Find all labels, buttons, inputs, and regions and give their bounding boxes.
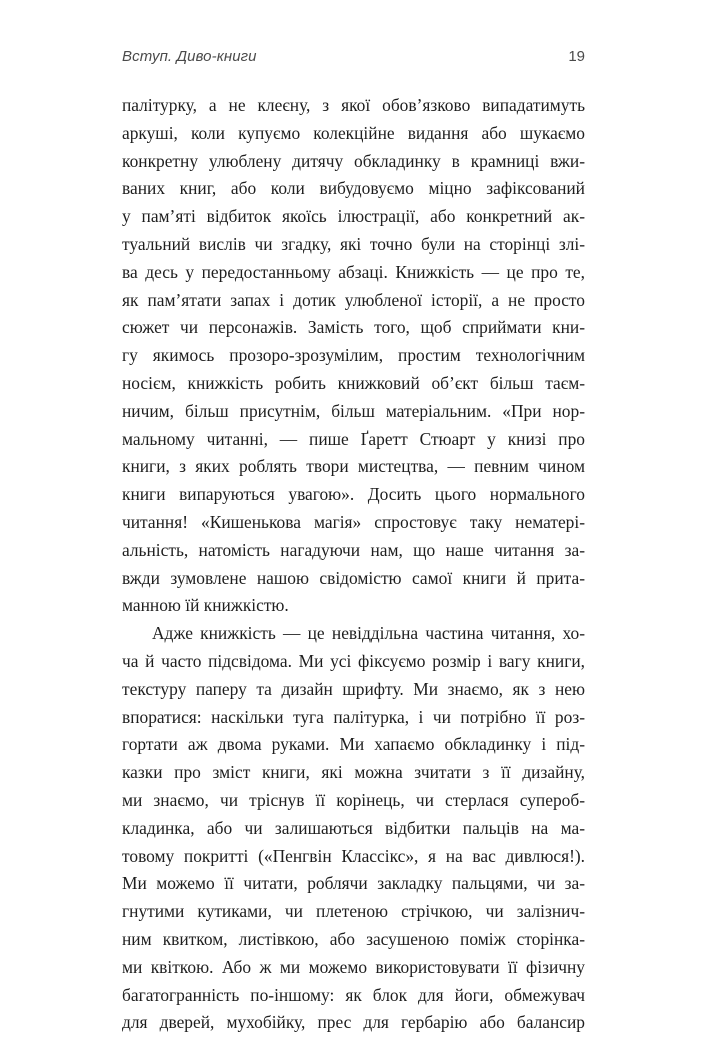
text-line: багатогранність по-іншому: як блок для йоги, обмежувач — [122, 984, 585, 1005]
text-line: книги випаруються увагою». Досить цього нормального — [122, 484, 585, 505]
text-line: гу якимось прозоро-зрозумілим, простим технологічним — [122, 345, 585, 366]
text-line: гнутими кутиками, чи плетеною стрічкою, чи залізнич- — [122, 901, 585, 922]
text-line: ми квіткою. Або ж ми можемо використовувати її фізичну — [122, 956, 585, 977]
text-line: мальному читанні, — пише Ґаретт Стюарт у книзі про — [122, 428, 585, 449]
text-line: впоратися: наскільки туга палітурка, і чи потрібно її роз- — [122, 706, 585, 727]
text-line: текстуру паперу та дизайн шрифту. Ми знаємо, як з нею — [122, 678, 585, 699]
page-number: 19 — [568, 48, 585, 65]
text-line: носієм, книжкість робить книжковий об’єкт більш таєм- — [122, 372, 585, 393]
text-line: ваних книг, або коли вибудовуємо міцно зафіксований — [122, 178, 585, 199]
text-line: товому покритті («Пенгвін Классікс», я на вас дивлюся!). — [122, 845, 585, 866]
text-line: туальний вислів чи згадку, які точно були на сторінці злі- — [122, 233, 585, 254]
text-line: аркуші, коли купуємо колекційне видання або шукаємо — [122, 122, 585, 143]
text-line: Ми можемо її читати, роблячи закладку пальцями, чи за- — [122, 873, 585, 894]
text-line: у пам’яті відбиток якоїсь ілюстрації, або конкретний ак- — [122, 206, 585, 227]
paragraph-first-line: Адже книжкість — це невіддільна частина читання, хо- — [152, 623, 585, 644]
paragraph-last-line: манною їй книжкістю. — [122, 595, 289, 616]
text-line: ним квитком, листівкою, або засушеною поміж сторінка- — [122, 928, 585, 949]
text-line: кладинка, або чи залишаються відбитки пальців на ма- — [122, 817, 585, 838]
text-line: читання! «Кишенькова магія» спростовує таку нематері- — [122, 511, 585, 532]
text-line: для дверей, мухобійку, прес для гербарію або балансир — [122, 1012, 585, 1033]
text-line: ничим, більш присутнім, більш матеріальним. «При нор- — [122, 400, 585, 421]
text-line: ча й часто підсвідома. Ми усі фіксуємо розмір і вагу книги, — [122, 650, 585, 671]
running-title: Вступ. Диво-книги — [122, 48, 257, 65]
text-line: ва десь у передостанньому абзаці. Книжкість — це про те, — [122, 261, 585, 282]
text-line: ми знаємо, чи тріснув її корінець, чи стерлася супероб- — [122, 789, 585, 810]
text-line: вжди зумовлене нашою свідомістю самої книги й прита- — [122, 567, 585, 588]
text-line: сюжет чи персонажів. Замість того, щоб сприймати кни- — [122, 317, 585, 338]
text-line: палітурку, а не клеєну, з якої обов’язково випадатимуть — [122, 95, 585, 115]
text-line: гортати аж двома руками. Ми хапаємо обкладинку і під- — [122, 734, 585, 755]
text-line: конкретну улюблену дитячу обкладинку в крамниці вжи- — [122, 150, 585, 171]
body-text — [122, 92, 585, 1037]
text-line: казки про зміст книги, які можна зчитати з її дизайну, — [122, 762, 585, 783]
text-line: як пам’ятати запах і дотик улюбленої історії, а не просто — [122, 289, 585, 310]
text-line: альність, натомість нагадуючи нам, що наше читання за- — [122, 539, 585, 560]
text-line: книги, з яких роблять твори мистецтва, — певним чином — [122, 456, 585, 477]
